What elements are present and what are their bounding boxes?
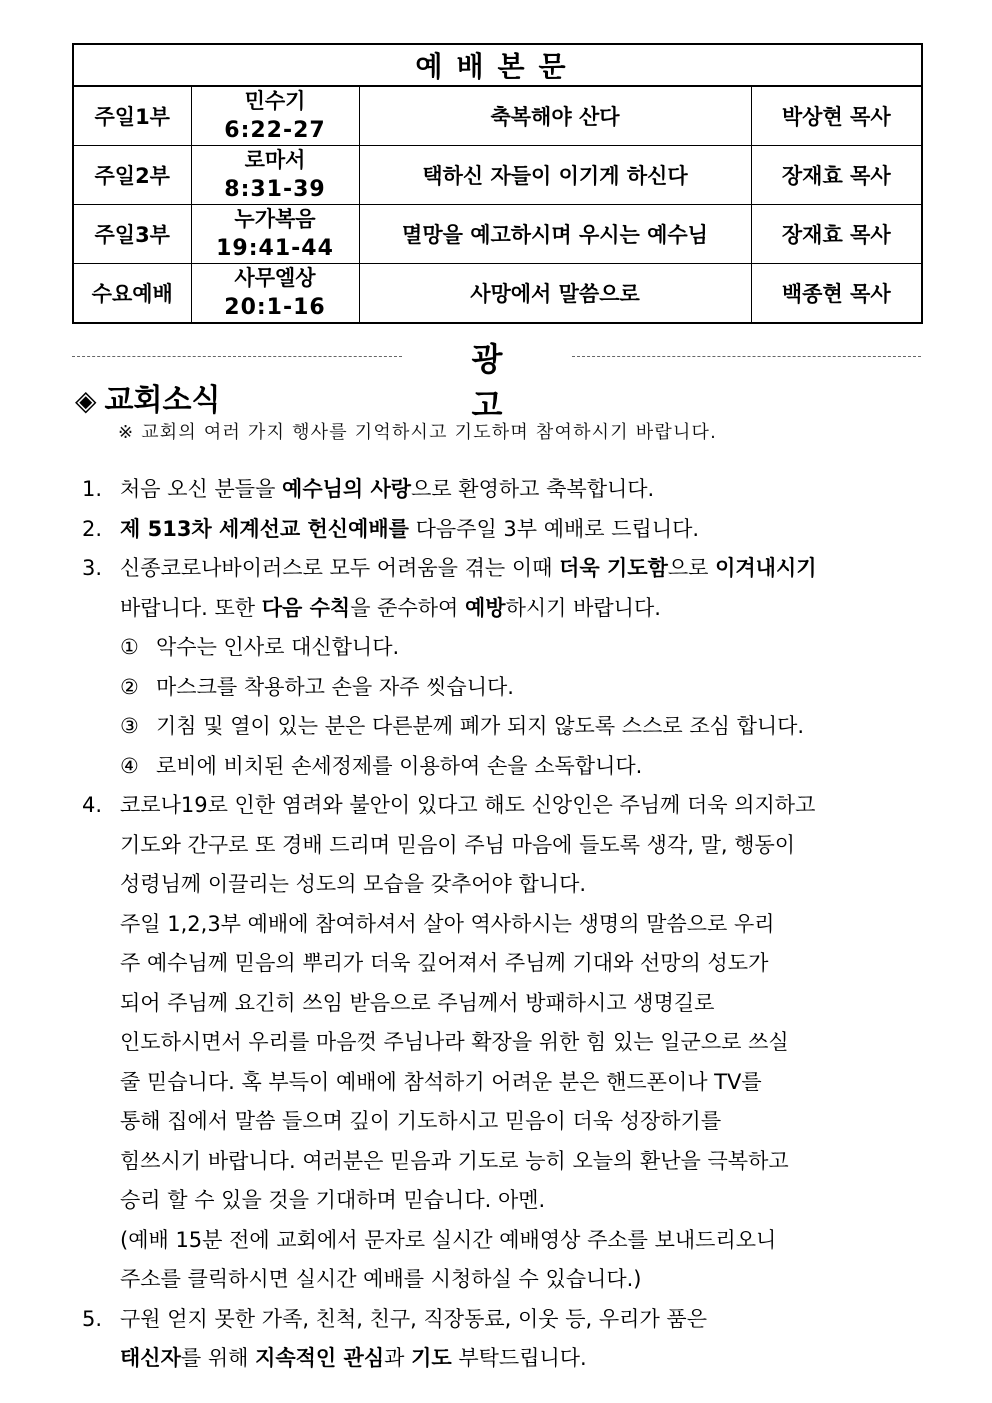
scripture-ref: [191, 264, 359, 324]
sub-item: [120, 707, 852, 747]
scripture-ref: [191, 205, 359, 264]
sub-item: [120, 747, 852, 787]
text: 처음 오신 분들을: [120, 477, 283, 501]
verse: 8:31-39: [224, 177, 326, 202]
text: 로비에 비치된 손세정제를 이용하여 손을 소독합니다.: [156, 753, 643, 778]
text-line: 코로나19로 인한 염려와 불안이 있다고 해도 신앙인은 주님께 더욱 의지하고: [120, 793, 816, 817]
circled-number: ②: [120, 674, 139, 699]
text-line: 되어 주님께 요긴히 쓰임 받음으로 주님께서 방패하시고 생명길로: [120, 990, 715, 1015]
service-name: 주일1부: [73, 86, 191, 146]
section-title: 교회소식: [104, 383, 221, 418]
scripture-ref: [191, 146, 359, 205]
circled-number: ④: [120, 753, 139, 778]
verse: 20:1-16: [224, 295, 326, 320]
text: 부탁드립니다.: [451, 1346, 587, 1370]
verse: 6:22-27: [224, 118, 326, 143]
table-row: [73, 264, 922, 324]
book: 사무엘상: [234, 266, 316, 290]
text: 바랍니다. 또한: [120, 595, 262, 620]
circled-number: ①: [120, 635, 139, 659]
section-heading: [75, 375, 220, 419]
scripture-ref: [191, 86, 359, 146]
text: 을 준수하여: [350, 595, 465, 620]
text-line: 구원 얻지 못한 가족, 친척, 친구, 직장동료, 이웃 등, 우리가 품은: [120, 1306, 707, 1331]
text: 과: [384, 1346, 412, 1370]
text-line: (예배 15분 전에 교회에서 문자로 실시간 예배영상 주소를 보내드리오니: [120, 1227, 777, 1252]
table-row: [73, 86, 922, 146]
pastor-name: 박상현 목사: [751, 86, 922, 146]
item-number: 3.: [82, 556, 103, 580]
text-line: 줄 믿습니다. 혹 부득이 예배에 참석하기 어려운 분은 핸드폰이나 TV를: [120, 1069, 762, 1094]
sub-item: [120, 668, 852, 708]
text: 하시기 바랍니다.: [505, 595, 661, 620]
list-item: [82, 1300, 852, 1379]
emphasis: 다음 수칙: [261, 595, 351, 620]
book: 누가복음: [234, 207, 316, 231]
text-line: 주일 1,2,3부 예배에 참여하셔서 살아 역사하시는 생명의 말씀으로 우리: [120, 911, 775, 936]
emphasis: 예수님의 사랑: [282, 477, 412, 501]
item-number: 2.: [82, 516, 103, 541]
pastor-name: 장재효 목사: [751, 146, 922, 205]
sermon-title: 사망에서 말씀으로: [359, 264, 751, 324]
table-row: [73, 205, 922, 264]
notice-list: [82, 470, 852, 1379]
text: 신종코로나바이러스로 모두 어려움을 겪는 이때: [120, 556, 560, 580]
item-number: 1.: [82, 477, 103, 501]
text: 다음주일 3부 예배로 드립니다.: [408, 516, 700, 541]
emphasis: 태신자: [120, 1346, 181, 1370]
ad-title: 광고: [471, 340, 539, 424]
text: 마스크를 착용하고 손을 자주 씻습니다.: [156, 674, 514, 699]
text-line: 인도하시면서 우리를 마음껏 주님나라 확장을 위한 힘 있는 일군으로 쓰실: [120, 1030, 789, 1054]
item-number: 5.: [82, 1306, 103, 1331]
sub-item: [120, 628, 852, 668]
circled-number: ③: [120, 714, 139, 738]
emphasis: 지속적인 관심: [255, 1346, 385, 1370]
emphasis: 제 513차 세계선교 헌신예배를: [120, 516, 409, 541]
text-line: 주 예수님께 믿음의 뿌리가 더욱 깊어져서 주님께 기대와 선망의 성도가: [120, 951, 769, 975]
emphasis: 예방: [465, 595, 506, 620]
service-name: 수요예배: [73, 264, 191, 324]
emphasis: 이겨내시기: [715, 556, 817, 580]
list-item: [82, 510, 852, 550]
text: 악수는 인사로 대신합니다.: [156, 635, 400, 659]
text: 으로 환영하고 축복합니다.: [411, 477, 655, 501]
text-line: 힘쓰시기 바랍니다. 여러분은 믿음과 기도로 능히 오늘의 환난을 극복하고: [120, 1148, 789, 1173]
sermon-title: 택하신 자들이 이기게 하신다: [359, 146, 751, 205]
sermon-title: 멸망을 예고하시며 우시는 예수님: [359, 205, 751, 264]
list-item: [82, 549, 852, 786]
worship-scripture-table: [72, 43, 923, 324]
section-note: ※ 교회의 여러 가지 행사를 기억하시고 기도하며 참여하시기 바랍니다.: [118, 422, 718, 443]
pastor-name: 장재효 목사: [751, 205, 922, 264]
list-item: [82, 470, 852, 510]
text: 기침 및 열이 있는 분은 다른분께 폐가 되지 않도록 스스로 조심 합니다.: [156, 714, 805, 738]
emphasis: 기도: [411, 1346, 452, 1370]
text-line: 주소를 클릭하시면 실시간 예배를 시청하실 수 있습니다.): [120, 1267, 642, 1291]
service-name: 주일3부: [73, 205, 191, 264]
verse: 19:41-44: [216, 236, 334, 261]
book: 로마서: [244, 148, 306, 172]
pastor-name: 백종현 목사: [751, 264, 922, 324]
table-header: 예배본문: [73, 44, 922, 86]
table-row: [73, 146, 922, 205]
text-line: 승리 할 수 있을 것을 기대하며 믿습니다. 아멘.: [120, 1188, 546, 1212]
emphasis: 더욱 기도함: [559, 556, 668, 580]
text-line: 기도와 간구로 또 경배 드리며 믿음이 주님 마음에 들도록 생각, 말, 행동이: [120, 832, 796, 857]
text-line: 통해 집에서 말씀 들으며 깊이 기도하시고 믿음이 더욱 성장하기를: [120, 1109, 722, 1133]
book: 민수기: [244, 89, 306, 113]
sermon-title: 축복해야 산다: [359, 86, 751, 146]
diamond-icon: ◈: [75, 384, 97, 417]
dashed-rule-right: [572, 356, 921, 357]
text-line: 성령님께 이끌리는 성도의 모습을 갖추어야 합니다.: [120, 872, 587, 896]
text: 를 위해: [180, 1346, 256, 1370]
dashed-rule-left: [72, 356, 402, 357]
item-number: 4.: [82, 793, 103, 817]
list-item: [82, 786, 852, 1300]
text: 으로: [667, 556, 716, 580]
service-name: 주일2부: [73, 146, 191, 205]
